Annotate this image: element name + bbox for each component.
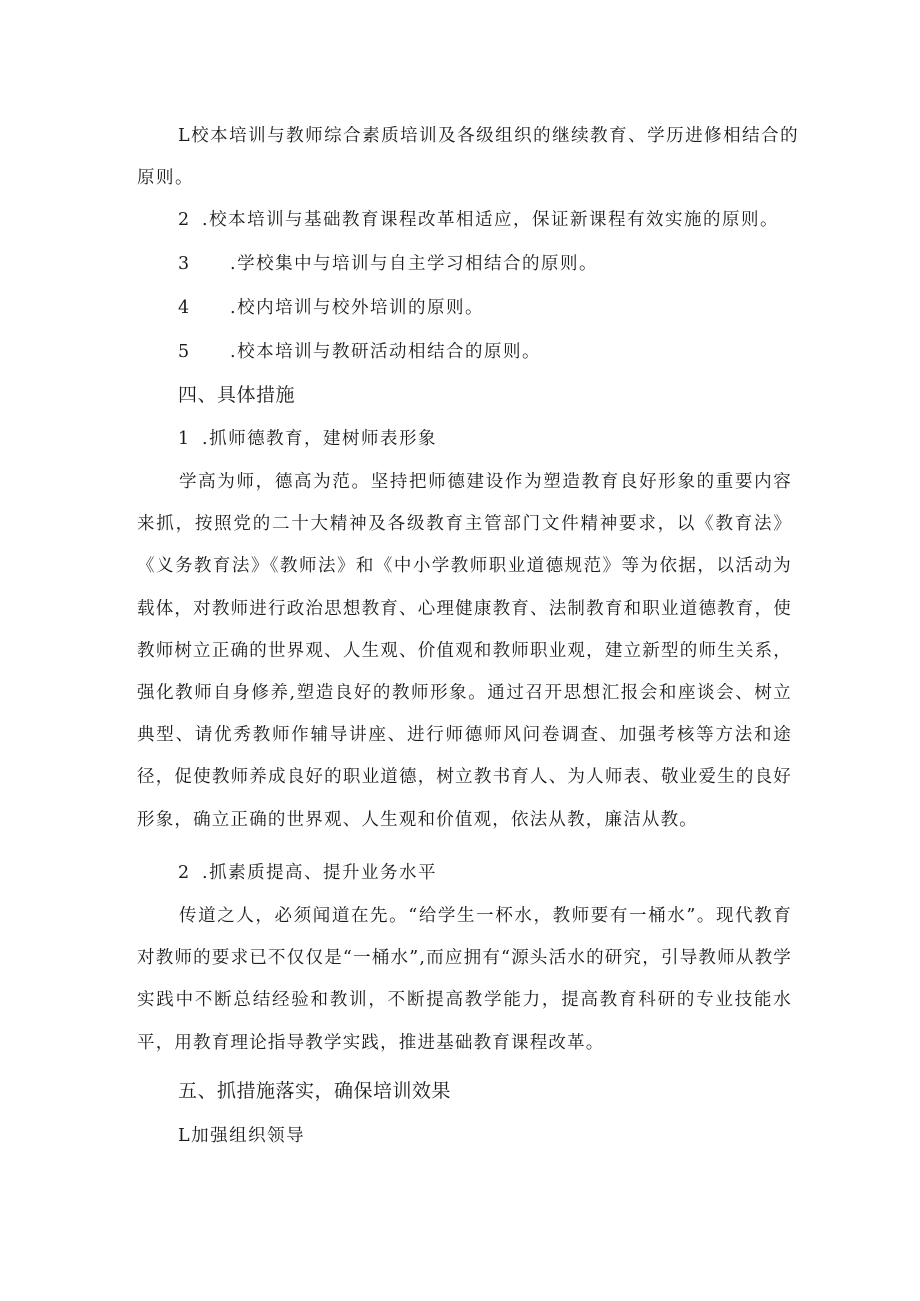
section-5-heading: 五、抓措施落实，确保培训效果 xyxy=(178,1080,452,1102)
principle-4 xyxy=(178,296,484,320)
measure-2-number: 2 xyxy=(178,863,191,883)
principle-5-number: 5 xyxy=(178,342,191,362)
measure-1-paragraph: 学高为师，德高为范。坚持把师德建设作为塑造教育良好形象的重要内容来抓，按照党的二十大精神及各级教育主管部门文件精神要求，以《教育法》《义务教育法》《教师法》和《中小学教师职业道德规范》等为依据，以活动为载体，对教师进行政治思想教育、心理健康教育、法制教育和职业道德教育，使教师树立正确的世界观、人生观、价值观和教师职业观，建立新型的师生关系，强化教师自身修养,塑造良好的教师形象。通过召开思想汇报会和座谈会、树立典型、请优秀教师作辅导讲座、进行师德师风问卷调查、加强考核等方法和途径，促使教师养成良好的职业道德，树立教书育人、为人师表、敬业爱生的良好形象，确立正确的世界观、人生观和价值观，依法从教，廉洁从教。 xyxy=(137,472,792,830)
principle-3-number: 3 xyxy=(178,254,191,274)
principle-1-line-2: 原则。 xyxy=(137,168,194,188)
principle-4-text: .校内培训与校外培训的原则。 xyxy=(230,298,485,318)
section-4-heading: 四、具体措施 xyxy=(178,384,296,406)
measure-2-text: .抓素质提高、提升业务水平 xyxy=(202,863,438,883)
principle-2 xyxy=(178,208,779,232)
principle-5-text: .校本培训与教研活动相结合的原则。 xyxy=(230,342,542,362)
measure-2-title xyxy=(178,861,437,885)
principle-1-line-1: L校本培训与教师综合素质培训及各级组织的继续教育、学历进修相结合的 xyxy=(178,126,800,146)
measure-2-paragraph: 传道之人，必须闻道在先。“给学生一杯水，教师要有一桶水”。现代教育对教师的要求已不仅仅是“一桶水”,而应拥有“源头活水的研究，引导教师从教学实践中不断总结经验和教训，不断提高教学能力，提高教育科研的专业技能水平，用教育理论指导教学实践，推进基础教育课程改革。 xyxy=(137,906,792,1053)
principle-5 xyxy=(178,340,541,364)
principle-2-text: .校本培训与基础教育课程改革相适应，保证新课程有效实施的原则。 xyxy=(202,210,780,230)
measure-1-number: 1 xyxy=(178,429,191,449)
section-5-item-1: L加强组织领导 xyxy=(178,1126,306,1146)
measure-1-title xyxy=(178,427,437,451)
principle-3-text: .学校集中与培训与自主学习相结合的原则。 xyxy=(230,254,599,274)
principle-4-number: 4 xyxy=(178,298,191,318)
principle-2-number: 2 xyxy=(178,210,191,230)
measure-1-text: .抓师德教育，建树师表形象 xyxy=(202,429,438,449)
principle-3 xyxy=(178,252,598,276)
